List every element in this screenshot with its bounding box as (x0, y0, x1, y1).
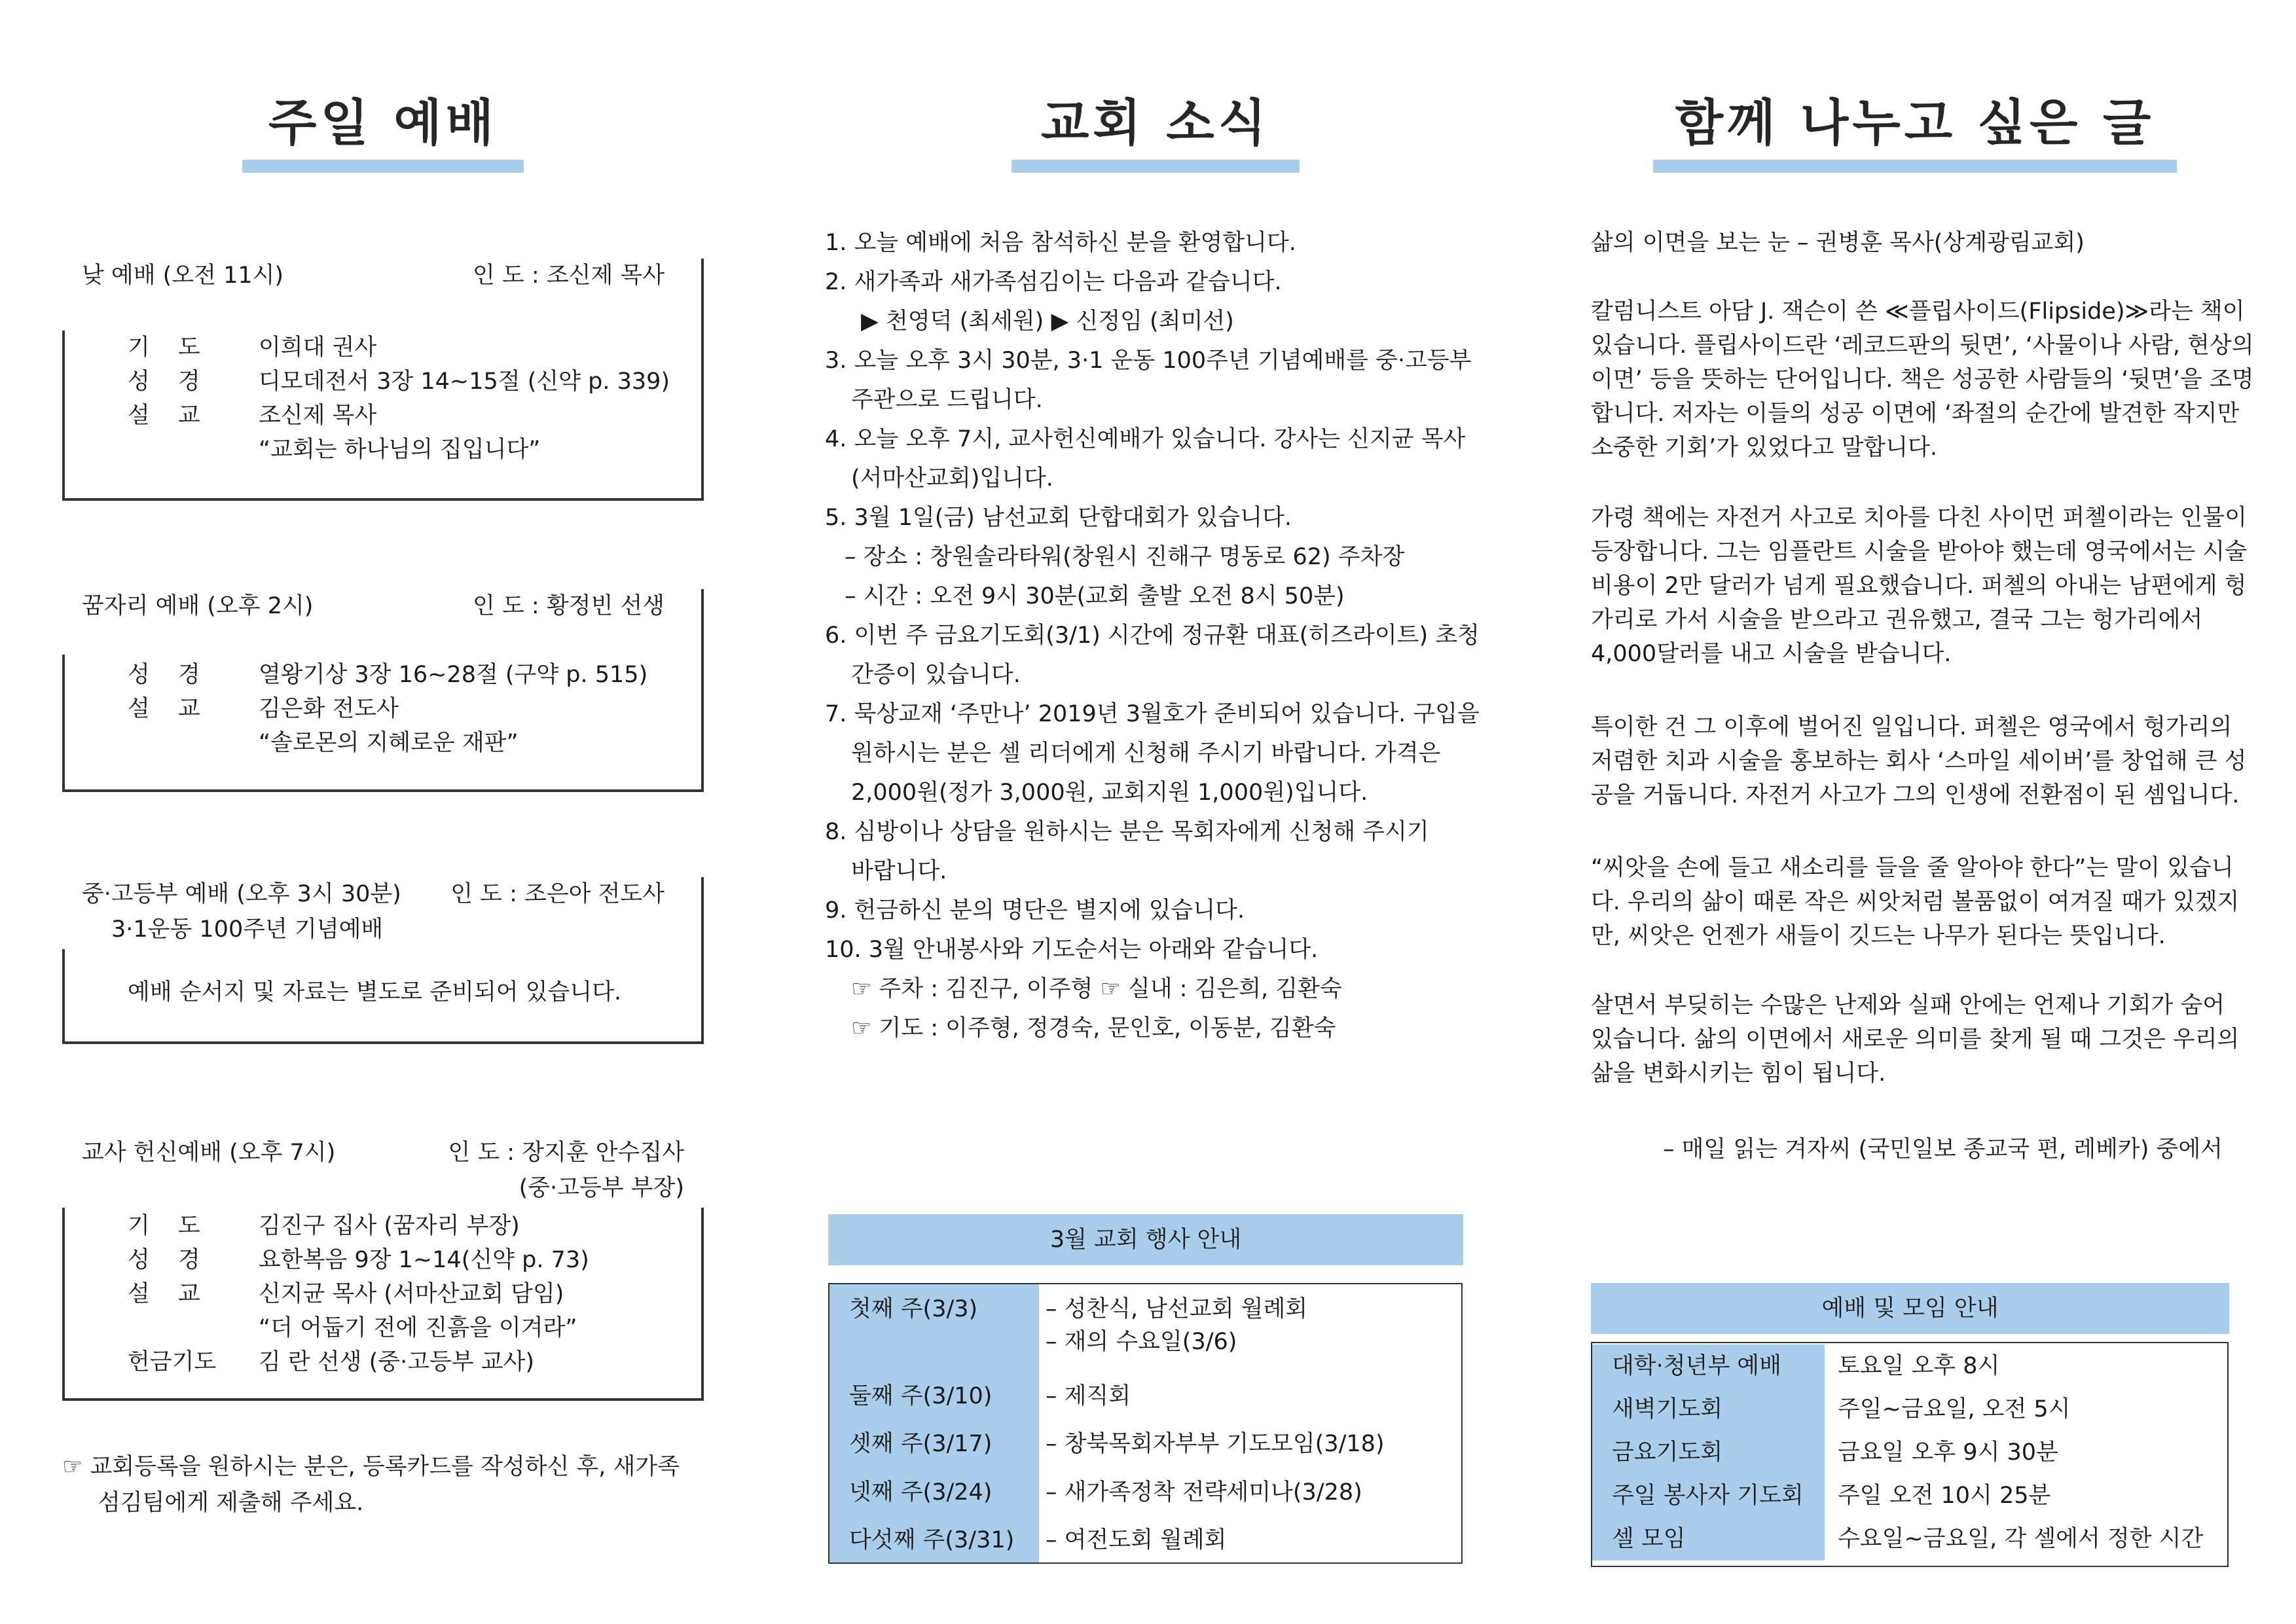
meeting-row (1592, 1517, 2227, 1561)
box-right-border (701, 1208, 704, 1401)
news-item-5-time: – 시간 : 오전 9시 30분(교회 출발 오전 8시 50분) (845, 583, 1345, 609)
dream-row-scripture (128, 658, 647, 692)
meeting-name: 금요기도회 (1592, 1431, 1825, 1474)
youth-service-box (62, 877, 704, 1044)
morning-service-box (62, 259, 704, 501)
event-item: – 성찬식, 남선교회 월례회 (1046, 1296, 1308, 1322)
box-bottom-border (62, 1398, 704, 1401)
youth-service-subheading: 3·1운동 100주년 기념예배 (111, 916, 384, 943)
row-label: 기 도 (128, 1213, 211, 1239)
news-item-7: 7. 묵상교재 ‘주만나’ 2019년 3월호가 준비되어 있습니다. 구입을 (825, 701, 1480, 727)
meeting-row (1592, 1388, 2227, 1431)
news-item-9: 9. 헌금하신 분의 명단은 별지에 있습니다. (825, 897, 1245, 924)
worship-title-block (242, 90, 524, 173)
news-item-10-prayer: ☞ 기도 : 이주형, 정경숙, 문인호, 이동분, 김환숙 (851, 1015, 1336, 1041)
morning-service-leader: 인 도 : 조신제 목사 (473, 262, 665, 289)
share-paragraph-5 (1591, 988, 2239, 1091)
share-line: 저렴한 치과 시술을 홍보하는 회사 ‘스마일 세이버’를 창업해 큰 성 (1591, 748, 2247, 774)
meeting-name: 새벽기도회 (1592, 1388, 1825, 1431)
news-title-block (1011, 90, 1300, 173)
row-label: 성 경 (128, 369, 211, 395)
news-column (825, 0, 1480, 1624)
morning-row-prayer (128, 331, 376, 365)
teacher-row-prayer (128, 1209, 520, 1243)
news-title: 교회 소식 (1040, 94, 1271, 152)
share-column (1591, 0, 2254, 1624)
row-value: 디모데전서 3장 14~15절 (신약 p. 339) (259, 369, 670, 395)
row-value: 요한복음 9장 1~14(신약 p. 73) (259, 1247, 589, 1273)
teacher-service-box (62, 1136, 704, 1401)
title-underline (242, 160, 524, 173)
meeting-row (1592, 1344, 2227, 1388)
morning-row-scripture (128, 365, 670, 399)
event-week: 셋째 주(3/17) (849, 1431, 993, 1457)
box-bottom-border (62, 789, 704, 792)
youth-service-note: 예배 순서지 및 자료는 별도로 준비되어 있습니다. (128, 979, 622, 1005)
news-item-4: 4. 오늘 오후 7시, 교사헌신예배가 있습니다. 강사는 신지균 목사 (825, 426, 1466, 452)
dream-service-leader: 인 도 : 황정빈 선생 (473, 593, 665, 619)
news-item-5: 5. 3월 1일(금) 남선교회 단합대회가 있습니다. (825, 505, 1292, 531)
row-value: 이희대 권사 (259, 334, 377, 361)
share-line: 만, 씨앗은 언젠가 새들이 깃드는 나무가 된다는 뜻입니다. (1591, 923, 2166, 949)
box-left-border (62, 949, 65, 1044)
news-item-6-cont: 간증이 있습니다. (851, 662, 1021, 688)
share-line: 소중한 기회’가 있었다고 말합니다. (1591, 435, 1937, 461)
meeting-name: 주일 봉사자 기도회 (1592, 1474, 1825, 1517)
meeting-time: 금요일 오후 9시 30분 (1838, 1439, 2058, 1466)
row-label: 헌금기도 (128, 1349, 217, 1375)
share-paragraph-3 (1591, 710, 2246, 812)
row-value: “솔로몬의 지혜로운 재판” (259, 730, 519, 756)
event-item: – 새가족정착 전략세미나(3/28) (1046, 1479, 1362, 1506)
box-right-border (701, 259, 704, 501)
share-line: 있습니다. 삶의 이면에서 새로운 의미를 찾게 될 때 그것은 우리의 (1591, 1026, 2240, 1053)
title-underline (1653, 160, 2177, 173)
event-item: – 제직회 (1046, 1383, 1131, 1409)
box-bottom-border (62, 498, 704, 501)
event-week: 넷째 주(3/24) (849, 1479, 993, 1506)
row-value: “더 어둡기 전에 진흙을 이겨라” (259, 1315, 577, 1341)
meetings-table-title: 예배 및 모임 안내 (1591, 1283, 2229, 1334)
share-paragraph-1 (1591, 295, 2254, 465)
event-item: – 여전도회 월례회 (1046, 1527, 1227, 1553)
meeting-time: 토요일 오후 8시 (1838, 1353, 2000, 1379)
box-left-border (62, 1208, 65, 1401)
dream-service-heading: 꿈자리 예배 (오후 2시) (82, 593, 314, 619)
teacher-row-sermon (128, 1277, 564, 1311)
row-value: 열왕기상 3장 16~28절 (구약 p. 515) (259, 662, 648, 688)
events-table-title: 3월 교회 행사 안내 (828, 1214, 1463, 1265)
share-title: 함께 나누고 싶은 글 (1675, 94, 2155, 152)
event-week: 다섯째 주(3/31) (849, 1527, 1015, 1553)
news-item-3-cont: 주관으로 드립니다. (851, 387, 1043, 413)
share-line: 비용이 2만 달러가 넘게 필요했습니다. 퍼첼의 아내는 남편에게 헝 (1591, 573, 2247, 599)
share-line: 다. 우리의 삶이 때론 작은 씨앗처럼 볼품없이 여겨질 때가 있겠지 (1591, 889, 2240, 915)
register-note-line1: ☞ 교회등록을 원하시는 분은, 등록카드를 작성하신 후, 새가족 (62, 1454, 680, 1480)
worship-column (62, 0, 717, 1624)
events-table (828, 1283, 1463, 1564)
box-left-border (62, 331, 65, 501)
event-week: 둘째 주(3/10) (849, 1383, 993, 1409)
share-paragraph-4 (1591, 851, 2239, 953)
share-line: 특이한 건 그 이후에 벌어진 일입니다. 퍼첼은 영국에서 헝가리의 (1591, 714, 2232, 740)
teacher-row-scripture (128, 1243, 589, 1277)
dream-row-sermon-title (128, 726, 519, 760)
news-item-3: 3. 오늘 오후 3시 30분, 3·1 운동 100주년 기념예배를 중·고등부 (825, 348, 1472, 374)
share-line: 가리로 가서 시술을 받으라고 권유했고, 결국 그는 헝가리에서 (1591, 607, 2203, 633)
share-line: 등장합니다. 그는 임플란트 시술을 받아야 했는데 영국에서는 시술 (1591, 539, 2247, 565)
dream-row-sermon (128, 692, 399, 726)
box-bottom-border (62, 1041, 704, 1044)
meeting-row (1592, 1474, 2227, 1517)
news-item-7-cont2: 2,000원(정가 3,000원, 교회지원 1,000원)입니다. (851, 780, 1368, 806)
teacher-row-sermon-title (128, 1311, 577, 1345)
row-label: 성 경 (128, 662, 211, 688)
teacher-row-offering (128, 1345, 534, 1379)
news-item-8: 8. 심방이나 상담을 원하시는 분은 목회자에게 신청해 주시기 (825, 819, 1429, 845)
share-line: 합니다. 저자는 이들의 성공 이면에 ‘좌절의 순간에 발견한 작지만 (1591, 401, 2240, 427)
news-item-8-cont: 바랍니다. (851, 858, 947, 884)
share-heading: 삶의 이면을 보는 눈 – 권병훈 목사(상계광림교회) (1591, 230, 2085, 256)
share-line: “씨앗을 손에 들고 새소리를 들을 줄 알아야 한다”는 말이 있습니 (1591, 855, 2234, 881)
share-line: 이면’ 등을 뜻하는 단어입니다. 책은 성공한 사람들의 ‘뒷면’을 조명 (1591, 367, 2254, 393)
share-line: 가령 책에는 자전거 사고로 치아를 다친 사이먼 퍼첼이라는 인물이 (1591, 505, 2247, 531)
row-value: 조신제 목사 (259, 403, 377, 429)
row-label: 성 경 (128, 1247, 211, 1273)
meeting-name: 셀 모임 (1592, 1517, 1825, 1561)
event-item: – 창북목회자부부 기도모임(3/18) (1046, 1431, 1385, 1457)
news-item-5-place: – 장소 : 창원솔라타워(창원시 진해구 명동로 62) 주차장 (845, 544, 1405, 570)
news-item-1: 1. 오늘 예배에 처음 참석하신 분을 환영합니다. (825, 230, 1296, 256)
meeting-name: 대학·청년부 예배 (1592, 1344, 1825, 1388)
news-item-10: 10. 3월 안내봉사와 기도순서는 아래와 같습니다. (825, 937, 1319, 963)
teacher-service-leader-sub: (중·고등부 부장) (519, 1175, 684, 1201)
share-line: 4,000달러를 내고 시술을 받습니다. (1591, 641, 1952, 667)
share-line: 공을 거둡니다. 자전거 사고가 그의 인생에 전환점이 된 셈입니다. (1591, 782, 2240, 808)
news-item-2-detail: ▶ 천영덕 (최세원) ▶ 신정임 (최미선) (861, 308, 1234, 334)
share-line: 칼럼니스트 아담 J. 잭슨이 쓴 ≪플립사이드(Flipside)≫라는 책이 (1591, 298, 2245, 325)
morning-row-sermon (128, 399, 376, 433)
event-week: 첫째 주(3/3) (849, 1296, 978, 1322)
news-item-7-cont1: 원하시는 분은 셀 리더에게 신청해 주시기 바랍니다. 가격은 (851, 740, 1441, 767)
worship-title: 주일 예배 (268, 94, 498, 152)
row-value: 김 란 선생 (중·고등부 교사) (259, 1349, 535, 1375)
morning-service-heading: 낮 예배 (오전 11시) (82, 262, 284, 289)
share-line: 삶을 변화시키는 힘이 됩니다. (1591, 1060, 1886, 1087)
box-right-border (701, 877, 704, 1044)
news-item-6: 6. 이번 주 금요기도회(3/1) 시간에 정규환 대표(히즈라이트) 초청 (825, 623, 1480, 649)
morning-row-sermon-title (128, 433, 540, 467)
row-value: 신지균 목사 (서마산교회 담임) (259, 1281, 564, 1307)
meeting-row (1592, 1431, 2227, 1474)
meeting-time: 수요일~금요일, 각 셀에서 정한 시간 (1838, 1526, 2204, 1552)
event-item: – 재의 수요일(3/6) (1046, 1329, 1237, 1355)
meeting-time: 주일 오전 10시 25분 (1838, 1483, 2051, 1509)
box-right-border (701, 589, 704, 792)
row-label: 설 교 (128, 403, 211, 429)
row-label: 설 교 (128, 696, 211, 722)
register-note-line2: 섬김팀에게 제출해 주세요. (98, 1490, 364, 1516)
share-line: 살면서 부딪히는 수많은 난제와 실패 안에는 언제나 기회가 숨어 (1591, 992, 2225, 1019)
row-value: 김은화 전도사 (259, 696, 399, 722)
share-line: 있습니다. 플립사이드란 ‘레코드판의 뒷면’, ‘사물이나 사람, 현상의 (1591, 333, 2254, 359)
news-item-2: 2. 새가족과 새가족섬김이는 다음과 같습니다. (825, 269, 1282, 295)
box-left-border (62, 655, 65, 792)
row-label: 설 교 (128, 1281, 211, 1307)
youth-service-heading: 중·고등부 예배 (오후 3시 30분) (82, 881, 401, 907)
meeting-time: 주일~금요일, 오전 5시 (1838, 1396, 2071, 1422)
share-source: – 매일 읽는 겨자씨 (국민일보 종교국 편, 레베카) 중에서 (1663, 1136, 2223, 1163)
news-item-4-cont: (서마산교회)입니다. (851, 465, 1053, 492)
meetings-table (1591, 1342, 2229, 1567)
teacher-service-heading: 교사 헌신예배 (오후 7시) (82, 1140, 336, 1166)
row-value: “교회는 하나님의 집입니다” (259, 437, 541, 463)
share-title-block (1653, 90, 2177, 173)
share-paragraph-2 (1591, 501, 2247, 671)
row-value: 김진구 집사 (꿈자리 부장) (259, 1213, 520, 1239)
dream-service-box (62, 589, 704, 792)
row-label: 기 도 (128, 334, 211, 361)
news-item-10-parking: ☞ 주차 : 김진구, 이주형 ☞ 실내 : 김은희, 김환숙 (851, 976, 1342, 1002)
title-underline (1011, 160, 1300, 173)
youth-service-leader: 인 도 : 조은아 전도사 (450, 881, 665, 907)
teacher-service-leader: 인 도 : 장지훈 안수집사 (448, 1140, 684, 1166)
